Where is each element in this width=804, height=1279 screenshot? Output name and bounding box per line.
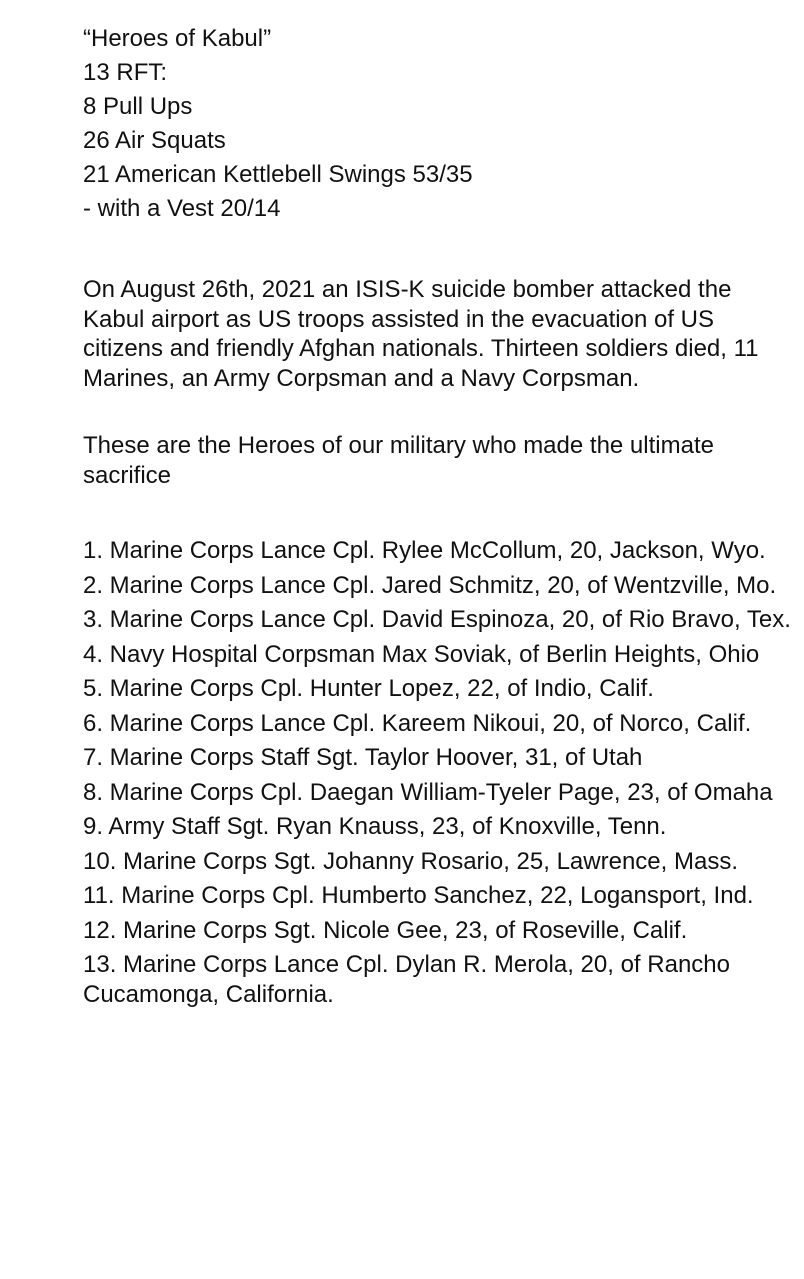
hero-item: 11. Marine Corps Cpl. Humberto Sanchez, 22, Logansport, Ind. [83, 882, 754, 909]
note-document [83, 22, 795, 1014]
blank-line [83, 393, 795, 431]
tribute-paragraph: These are the Heroes of our military who made the ultimate sacrifice [83, 432, 714, 489]
hero-item: 1. Marine Corps Lance Cpl. Rylee McCollum, 20, Jackson, Wyo. [83, 537, 766, 564]
blank-line [83, 490, 795, 536]
workout-line: 8 Pull Ups [83, 93, 193, 120]
hero-item: 6. Marine Corps Lance Cpl. Kareem Nikoui, 20, of Norco, Calif. [83, 709, 752, 737]
heroes-list [83, 536, 795, 1009]
story-paragraph: On August 26th, 2021 an ISIS-K suicide bomber attacked the Kabul airport as US troops assisted in the evacuation of US citizens and friendly Afghan nationals. Thirteen soldiers died, 11 Marines, an Army Corpsman and a Navy Corpsman. [83, 276, 759, 392]
hero-item: 5. Marine Corps Cpl. Hunter Lopez, 22, of Indio, Calif. [83, 675, 654, 702]
workout-title: “Heroes of Kabul” [83, 25, 272, 52]
workout-line: - with a Vest 20/14 [83, 195, 281, 222]
hero-item: 12. Marine Corps Sgt. Nicole Gee, 23, of Roseville, Calif. [83, 916, 688, 944]
workout-line: 21 American Kettlebell Swings 53/35 [83, 161, 473, 188]
hero-item: 10. Marine Corps Sgt. Johanny Rosario, 25, Lawrence, Mass. [83, 847, 738, 875]
blank-line [83, 226, 795, 275]
hero-item: 9. Army Staff Sgt. Ryan Knauss, 23, of Knoxville, Tenn. [83, 813, 667, 840]
workout-line: 13 RFT: [83, 59, 168, 86]
workout-line: 26 Air Squats [83, 127, 226, 154]
hero-item: 8. Marine Corps Cpl. Daegan William-Tyeler Page, 23, of Omaha [83, 778, 773, 806]
hero-item: 4. Navy Hospital Corpsman Max Soviak, of Berlin Heights, Ohio [83, 640, 760, 668]
hero-item: 13. Marine Corps Lance Cpl. Dylan R. Merola, 20, of Rancho Cucamonga, California. [83, 951, 730, 1008]
hero-item: 7. Marine Corps Staff Sgt. Taylor Hoover, 31, of Utah [83, 744, 643, 771]
hero-item: 3. Marine Corps Lance Cpl. David Espinoza, 20, of Rio Bravo, Tex. [83, 606, 791, 633]
hero-item: 2. Marine Corps Lance Cpl. Jared Schmitz, 20, of Wentzville, Mo. [83, 571, 777, 599]
